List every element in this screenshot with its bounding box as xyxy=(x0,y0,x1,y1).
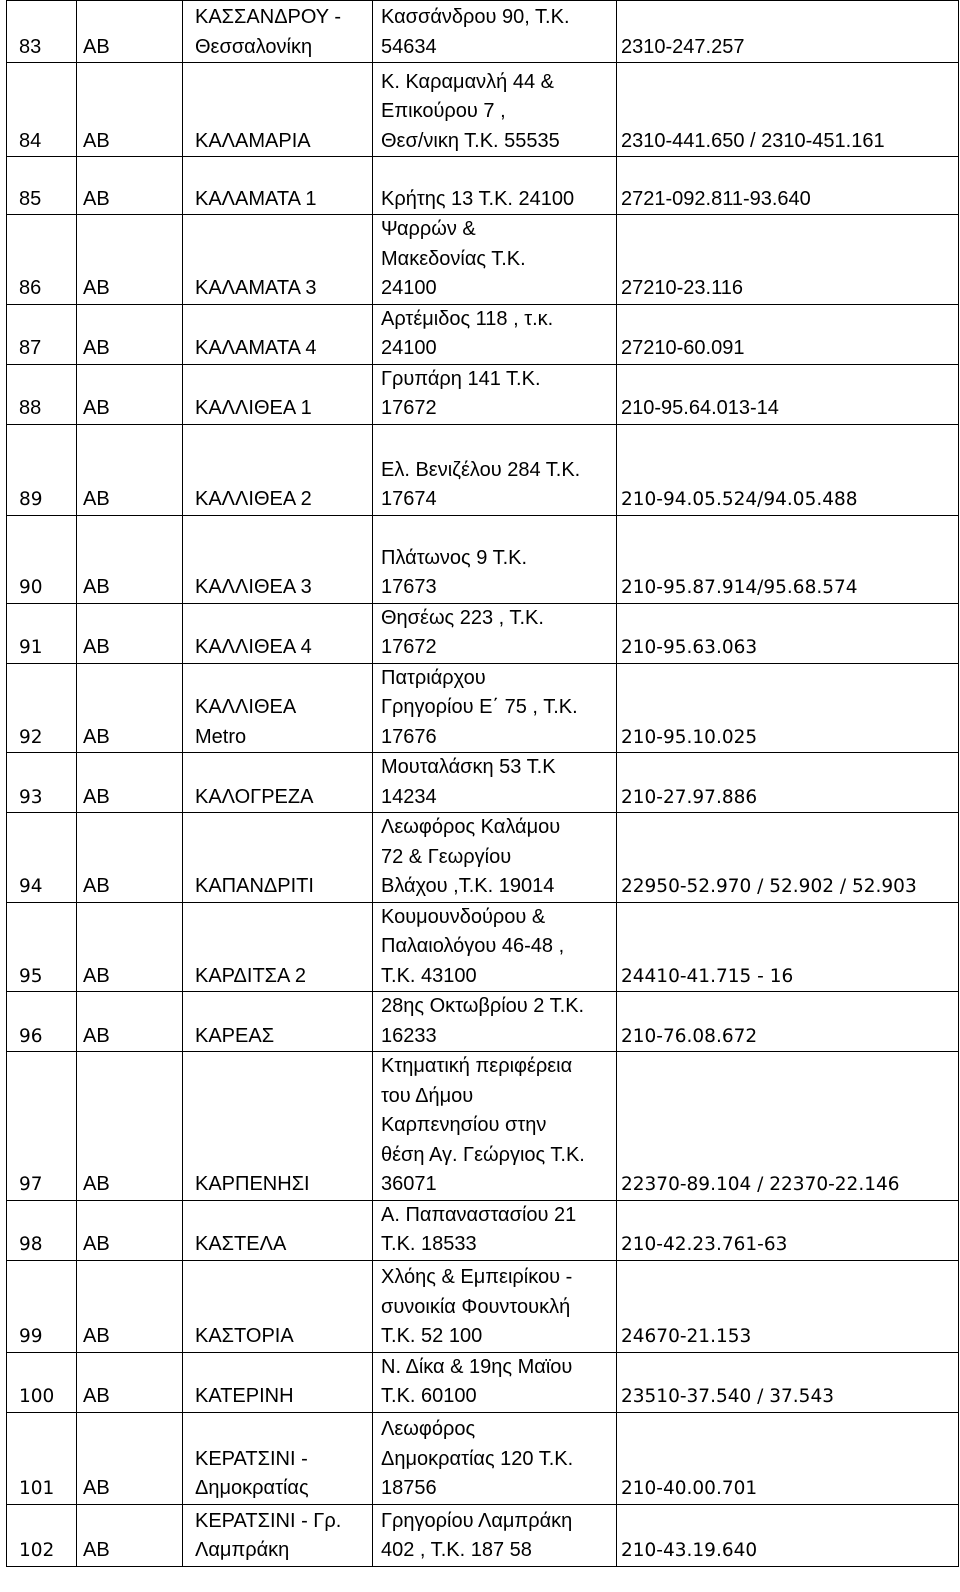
cell-phone: 210-95.63.063 xyxy=(617,603,959,663)
cell-code: ΑΒ xyxy=(77,1200,183,1260)
cell-address: Κρήτης 13 Τ.Κ. 24100 xyxy=(373,157,617,215)
cell-phone: 210-27.97.886 xyxy=(617,753,959,813)
cell-name: ΚΕΡΑΤΣΙΝΙ - Γρ. Λαμπράκη xyxy=(183,1504,373,1566)
table-row xyxy=(7,902,959,992)
cell-address: Ελ. Βενιζέλου 284 Τ.Κ. 17674 xyxy=(373,424,617,515)
cell-phone: 210-43.19.640 xyxy=(617,1504,959,1566)
cell-num: 86 xyxy=(7,215,77,305)
cell-address: Ν. Δίκα & 19ης Μαϊου Τ.Κ. 60100 xyxy=(373,1352,617,1412)
cell-address: Θησέως 223 , Τ.Κ. 17672 xyxy=(373,603,617,663)
cell-num: 100 xyxy=(7,1352,77,1412)
cell-phone: 210-42.23.761-63 xyxy=(617,1200,959,1260)
cell-address: Κτηματική περιφέρεια του Δήμου Καρπενησίου στην θέση Αγ. Γεώργιος Τ.Κ. 36071 xyxy=(373,1052,617,1201)
cell-num: 85 xyxy=(7,157,77,215)
table-row xyxy=(7,1504,959,1566)
cell-code: ΑΒ xyxy=(77,1,183,63)
cell-code: ΑΒ xyxy=(77,663,183,753)
cell-phone: 2721-092.811-93.640 xyxy=(617,157,959,215)
cell-name: ΚΑΣΤΟΡΙΑ xyxy=(183,1260,373,1352)
cell-name: ΚΑΛΛΙΘΕΑ 1 xyxy=(183,364,373,424)
cell-code: ΑΒ xyxy=(77,992,183,1052)
cell-address: Κασσάνδρου 90, Τ.Κ. 54634 xyxy=(373,1,617,63)
table-row xyxy=(7,663,959,753)
table-row xyxy=(7,63,959,157)
table-row xyxy=(7,157,959,215)
cell-phone: 22370-89.104 / 22370-22.146 xyxy=(617,1052,959,1201)
cell-code: ΑΒ xyxy=(77,304,183,364)
cell-num: 83 xyxy=(7,1,77,63)
table-row xyxy=(7,603,959,663)
cell-phone: 24670-21.153 xyxy=(617,1260,959,1352)
cell-code: ΑΒ xyxy=(77,424,183,515)
cell-name: ΚΑΛΑΜΑΤΑ 4 xyxy=(183,304,373,364)
cell-num: 90 xyxy=(7,515,77,603)
cell-name: ΚΑΛΑΜΑΤΑ 3 xyxy=(183,215,373,305)
cell-num: 96 xyxy=(7,992,77,1052)
cell-code: ΑΒ xyxy=(77,63,183,157)
cell-num: 102 xyxy=(7,1504,77,1566)
cell-name: ΚΑΛΛΙΘΕΑ 2 xyxy=(183,424,373,515)
table-row xyxy=(7,1352,959,1412)
cell-phone: 27210-60.091 xyxy=(617,304,959,364)
cell-name: ΚΑΣΤΕΛΑ xyxy=(183,1200,373,1260)
cell-num: 97 xyxy=(7,1052,77,1201)
cell-phone: 210-95.64.013-14 xyxy=(617,364,959,424)
cell-num: 93 xyxy=(7,753,77,813)
table-row xyxy=(7,1,959,63)
cell-address: Πατριάρχου Γρηγορίου Ε΄ 75 , Τ.Κ. 17676 xyxy=(373,663,617,753)
cell-num: 87 xyxy=(7,304,77,364)
cell-num: 94 xyxy=(7,813,77,903)
cell-code: ΑΒ xyxy=(77,753,183,813)
cell-code: ΑΒ xyxy=(77,364,183,424)
table-row xyxy=(7,753,959,813)
cell-address: Ψαρρών & Μακεδονίας Τ.Κ. 24100 xyxy=(373,215,617,305)
table-row xyxy=(7,1412,959,1504)
cell-address: Γρυπάρη 141 Τ.Κ. 17672 xyxy=(373,364,617,424)
table-row xyxy=(7,304,959,364)
table-row xyxy=(7,424,959,515)
cell-code: ΑΒ xyxy=(77,1052,183,1201)
cell-num: 88 xyxy=(7,364,77,424)
cell-name: ΚΑΡΕΑΣ xyxy=(183,992,373,1052)
cell-code: ΑΒ xyxy=(77,515,183,603)
cell-name: ΚΕΡΑΤΣΙΝΙ - Δημοκρατίας xyxy=(183,1412,373,1504)
cell-name: ΚΑΠΑΝΔΡΙΤΙ xyxy=(183,813,373,903)
cell-name: ΚΑΡΠΕΝΗΣΙ xyxy=(183,1052,373,1201)
cell-name: ΚΑΛΑΜΑΡΙΑ xyxy=(183,63,373,157)
cell-code: ΑΒ xyxy=(77,215,183,305)
cell-name: ΚΑΛΟΓΡΕΖΑ xyxy=(183,753,373,813)
cell-address: 28ης Οκτωβρίου 2 Τ.Κ. 16233 xyxy=(373,992,617,1052)
cell-name: ΚΑΛΛΙΘΕΑ 3 xyxy=(183,515,373,603)
cell-phone: 24410-41.715 - 16 xyxy=(617,902,959,992)
cell-num: 98 xyxy=(7,1200,77,1260)
stores-table-body xyxy=(7,1,959,1567)
cell-num: 89 xyxy=(7,424,77,515)
cell-phone: 2310-441.650 / 2310-451.161 xyxy=(617,63,959,157)
cell-num: 95 xyxy=(7,902,77,992)
cell-code: ΑΒ xyxy=(77,902,183,992)
cell-name: ΚΑΣΣΑΝΔΡΟΥ - Θεσσαλονίκη xyxy=(183,1,373,63)
cell-num: 84 xyxy=(7,63,77,157)
cell-address: Πλάτωνος 9 Τ.Κ. 17673 xyxy=(373,515,617,603)
cell-address: Α. Παπαναστασίου 21 Τ.Κ. 18533 xyxy=(373,1200,617,1260)
cell-phone: 210-40.00.701 xyxy=(617,1412,959,1504)
cell-code: ΑΒ xyxy=(77,1260,183,1352)
cell-phone: 2310-247.257 xyxy=(617,1,959,63)
cell-address: Αρτέμιδος 118 , τ.κ. 24100 xyxy=(373,304,617,364)
cell-code: ΑΒ xyxy=(77,813,183,903)
cell-address: Κ. Καραμανλή 44 & Επικούρου 7 , Θεσ/νικη Τ.Κ. 55535 xyxy=(373,63,617,157)
cell-phone: 27210-23.116 xyxy=(617,215,959,305)
cell-address: Γρηγορίου Λαμπράκη 402 , Τ.Κ. 187 58 xyxy=(373,1504,617,1566)
cell-code: ΑΒ xyxy=(77,157,183,215)
cell-code: ΑΒ xyxy=(77,603,183,663)
cell-phone: 22950-52.970 / 52.902 / 52.903 xyxy=(617,813,959,903)
cell-phone: 210-94.05.524/94.05.488 xyxy=(617,424,959,515)
cell-code: ΑΒ xyxy=(77,1504,183,1566)
cell-address: Μουταλάσκη 53 Τ.Κ 14234 xyxy=(373,753,617,813)
cell-phone: 210-76.08.672 xyxy=(617,992,959,1052)
cell-phone: 210-95.87.914/95.68.574 xyxy=(617,515,959,603)
cell-num: 99 xyxy=(7,1260,77,1352)
cell-address: Χλόης & Εμπειρίκου - συνοικία Φουντουκλή Τ.Κ. 52 100 xyxy=(373,1260,617,1352)
cell-num: 91 xyxy=(7,603,77,663)
cell-num: 101 xyxy=(7,1412,77,1504)
cell-num: 92 xyxy=(7,663,77,753)
cell-phone: 210-95.10.025 xyxy=(617,663,959,753)
stores-table xyxy=(6,0,959,1567)
table-row xyxy=(7,215,959,305)
cell-address: Λεωφόρος Καλάμου 72 & Γεωργίου Βλάχου ,Τ.Κ. 19014 xyxy=(373,813,617,903)
table-row xyxy=(7,1200,959,1260)
table-row xyxy=(7,813,959,903)
cell-code: ΑΒ xyxy=(77,1412,183,1504)
table-row xyxy=(7,1260,959,1352)
cell-phone: 23510-37.540 / 37.543 xyxy=(617,1352,959,1412)
cell-name: ΚΑΛΛΙΘΕΑ 4 xyxy=(183,603,373,663)
table-row xyxy=(7,515,959,603)
cell-name: ΚΑΛΛΙΘΕΑ Metro xyxy=(183,663,373,753)
cell-name: ΚΑΤΕΡΙΝΗ xyxy=(183,1352,373,1412)
table-row xyxy=(7,1052,959,1201)
cell-address: Κουμουνδούρου & Παλαιολόγου 46-48 , Τ.Κ. 43100 xyxy=(373,902,617,992)
table-row xyxy=(7,364,959,424)
table-row xyxy=(7,992,959,1052)
cell-address: Λεωφόρος Δημοκρατίας 120 Τ.Κ. 18756 xyxy=(373,1412,617,1504)
cell-name: ΚΑΡΔΙΤΣΑ 2 xyxy=(183,902,373,992)
cell-name: ΚΑΛΑΜΑΤΑ 1 xyxy=(183,157,373,215)
cell-code: ΑΒ xyxy=(77,1352,183,1412)
